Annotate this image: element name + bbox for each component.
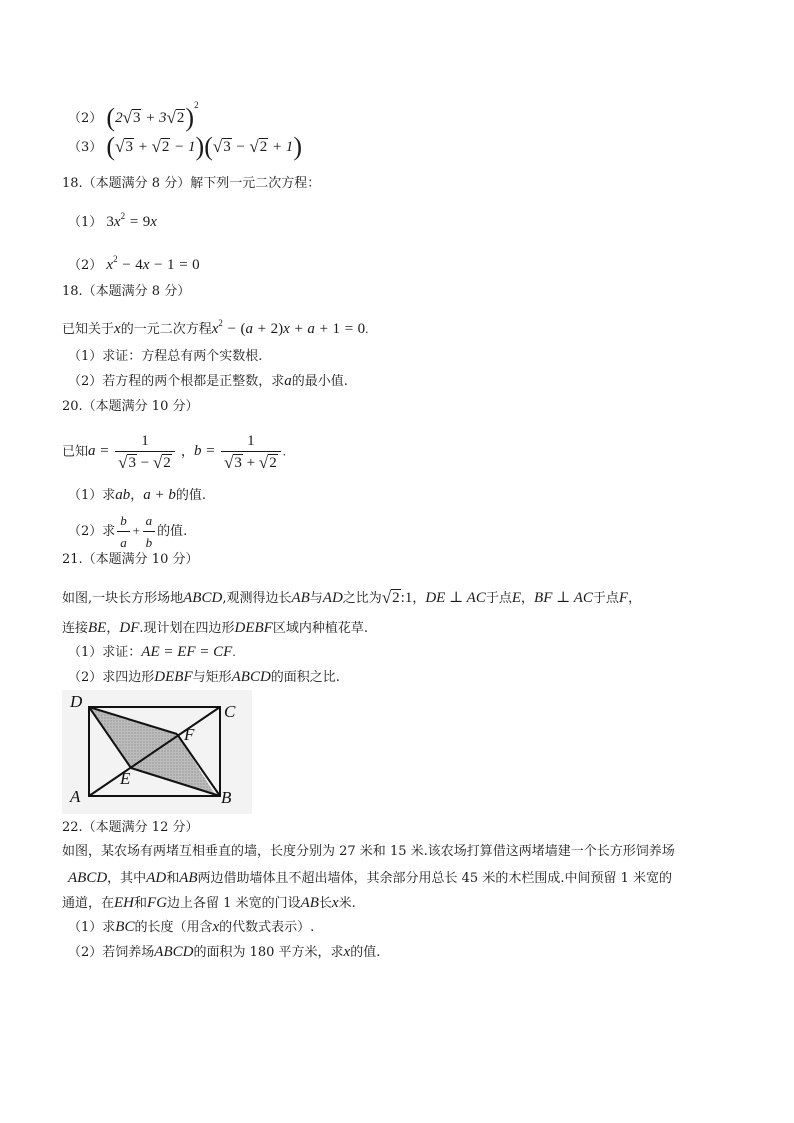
q21-figure [62,690,252,814]
q18-part1-equation: $3x^2 = 9x$ [106,211,157,230]
q22-line1: 如图，某农场有两堵互相垂直的墙，长度分别为 27 米和 15 米.该农场打算借这两堵墙建一个长方形饲养场 [62,844,675,859]
q18-header: 18.（本题满分 8 分）解下列一元二次方程： [62,176,321,191]
q22-part1: （1）求BC的长度（用含x的代数式表示）. [68,919,315,935]
q22-header: 22.（本题满分 12 分） [62,820,199,835]
q20-header: 20.（本题满分 10 分） [62,399,199,414]
q21-part1: （1）求证：AE = EF = CF. [68,644,236,660]
q21-stem-line2: 连接BE，DF.现计划在四边形DEBF区域内种植花草. [62,620,368,636]
q20-part2: （2）求 $\frac{b}{a}$ + $\frac{a}{b}$ 的值. [68,513,188,550]
label-a: A [70,787,81,806]
q20-part1: （1）求ab，a + b的值. [68,487,207,503]
q19-stem: 已知关于x的一元二次方程$x^2 - (a + 2)x + a + 1 = 0$. [62,318,369,337]
q18-part1: （1） $3x^2 = 9x$ [68,211,157,230]
label-d: D [70,692,83,711]
q18-part2-equation: $x^2 - 4x - 1 = 0$ [106,254,200,273]
q20-b-definition: b = $\frac{1}{√3 + √2}$ [194,443,283,459]
q19-equation: $x^2 - (a + 2)x + a + 1 = 0$ [211,318,366,337]
q20-a-definition: a = $\frac{1}{√3 - √2}$ [88,443,177,459]
label-b: B [221,788,232,807]
q17-part2: （2） $(2√3 + 3√2)^2$ [68,100,199,132]
q21-header: 21.（本题满分 10 分） [62,552,199,567]
q17-part3: （3） (√3 + √2 − 1)(√3 − √2 + 1) [68,132,302,161]
label-e: E [120,769,131,788]
q22-line3: 通道，在EH和FG边上各留 1 米宽的门设AB长x米. [62,895,356,911]
q22-part2: （2）若饲养场ABCD的面积为 180 平方米，求x的值. [68,944,381,960]
q19-part2: （2）若方程的两个根都是正整数，求a的最小值. [68,373,348,389]
q19-header: 18.（本题满分 8 分） [62,284,191,299]
q18-part2: （2） $x^2 - 4x - 1 = 0$ [68,254,200,273]
q20-stem: 已知a = $\frac{1}{√3 - √2}$ ，b = $\frac{1}{√3 + √2}$ . [62,433,286,472]
q17-part2-expression: $(2√3 + 3√2)^2$ [106,100,199,132]
q17-part3-expression: (√3 + √2 − 1)(√3 − √2 + 1) [106,132,302,161]
q21-part2: （2）求四边形DEBF与矩形ABCD的面积之比. [68,669,340,685]
label-f: F [184,725,195,744]
q21-stem-line1: 如图,一块长方形场地ABCD,观测得边长AB与AD之比为√2:1，DE ⊥ AC于点E，BF ⊥ AC于点F， [62,588,642,607]
q19-part1: （1）求证：方程总有两个实数根. [68,349,263,364]
label-c: C [224,702,236,721]
q22-line2: ABCD，其中AD和AB两边借助墙体且不超出墙体，其余部分用总长 45 米的木栏围成.中间预留 1 米宽的 [68,870,673,886]
